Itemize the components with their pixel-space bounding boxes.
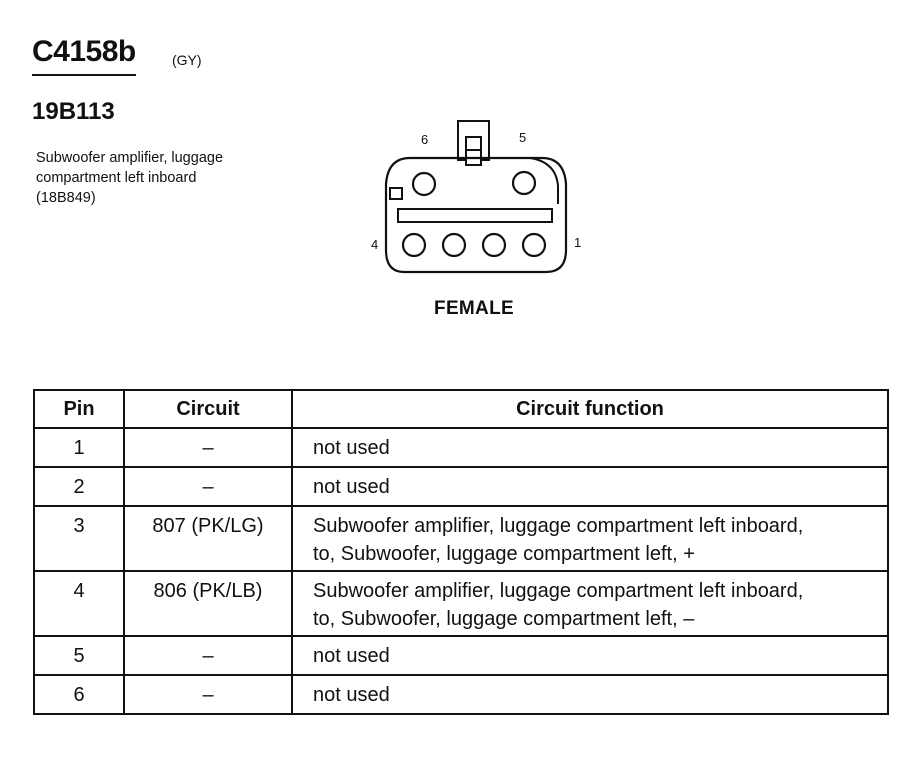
pin-6-cavity (413, 173, 435, 195)
description-line: Subwoofer amplifier, luggage (36, 150, 224, 166)
pin-label-5: 5 (519, 130, 527, 145)
circuit-cell: 807 (PK/LG) (124, 506, 292, 571)
description-line: compartment left inboard (36, 170, 197, 186)
function-cell (292, 467, 888, 506)
part-number: 19B113 (32, 98, 115, 125)
connector-key-notch (390, 188, 402, 199)
pin-5-cavity (513, 172, 535, 194)
function-line: not used (313, 476, 390, 498)
connector-description (36, 148, 276, 208)
pin-cell: 6 (34, 675, 124, 714)
table-row (34, 675, 888, 714)
column-header-circuit: Circuit (124, 390, 292, 428)
connector-view-label: FEMALE (434, 298, 514, 319)
pin-cell: 4 (34, 571, 124, 636)
table-row (34, 506, 888, 571)
pin-cell: 5 (34, 636, 124, 675)
function-line: not used (313, 437, 390, 459)
pin-table (33, 389, 889, 715)
table-header-row (34, 390, 888, 428)
function-cell (292, 636, 888, 675)
function-cell (292, 571, 888, 636)
table-row (34, 636, 888, 675)
pin-4-cavity (403, 234, 425, 256)
pin-1-cavity (523, 234, 545, 256)
function-line: Subwoofer amplifier, luggage compartment left inboard, (313, 515, 804, 537)
circuit-cell: 806 (PK/LB) (124, 571, 292, 636)
pin-cell: 3 (34, 506, 124, 571)
table-row (34, 571, 888, 636)
function-cell (292, 506, 888, 571)
table-row (34, 467, 888, 506)
pin-cell: 1 (34, 428, 124, 467)
connector-face-diagram (360, 110, 600, 290)
pin-2-cavity (483, 234, 505, 256)
description-line: (18B849) (36, 190, 96, 206)
pin-cell: 2 (34, 467, 124, 506)
function-cell (292, 428, 888, 467)
pin-label-1: 1 (574, 235, 582, 250)
function-line: Subwoofer amplifier, luggage compartment left inboard, (313, 580, 804, 602)
circuit-cell: – (124, 636, 292, 675)
pin-label-6: 6 (421, 132, 429, 147)
connector-slot-bar (398, 209, 552, 222)
function-line: not used (313, 645, 390, 667)
function-line: not used (313, 684, 390, 706)
function-line: to, Subwoofer, luggage compartment left, – (313, 608, 695, 630)
column-header-function: Circuit function (292, 390, 888, 428)
function-cell (292, 675, 888, 714)
circuit-cell: – (124, 467, 292, 506)
connector-id: C4158b (32, 34, 136, 76)
function-line: to, Subwoofer, luggage compartment left, + (313, 543, 695, 565)
table-row (34, 428, 888, 467)
circuit-cell: – (124, 675, 292, 714)
pin-label-4: 4 (371, 237, 379, 252)
connector-color-code: (GY) (172, 52, 202, 68)
circuit-cell: – (124, 428, 292, 467)
column-header-pin: Pin (34, 390, 124, 428)
pin-3-cavity (443, 234, 465, 256)
